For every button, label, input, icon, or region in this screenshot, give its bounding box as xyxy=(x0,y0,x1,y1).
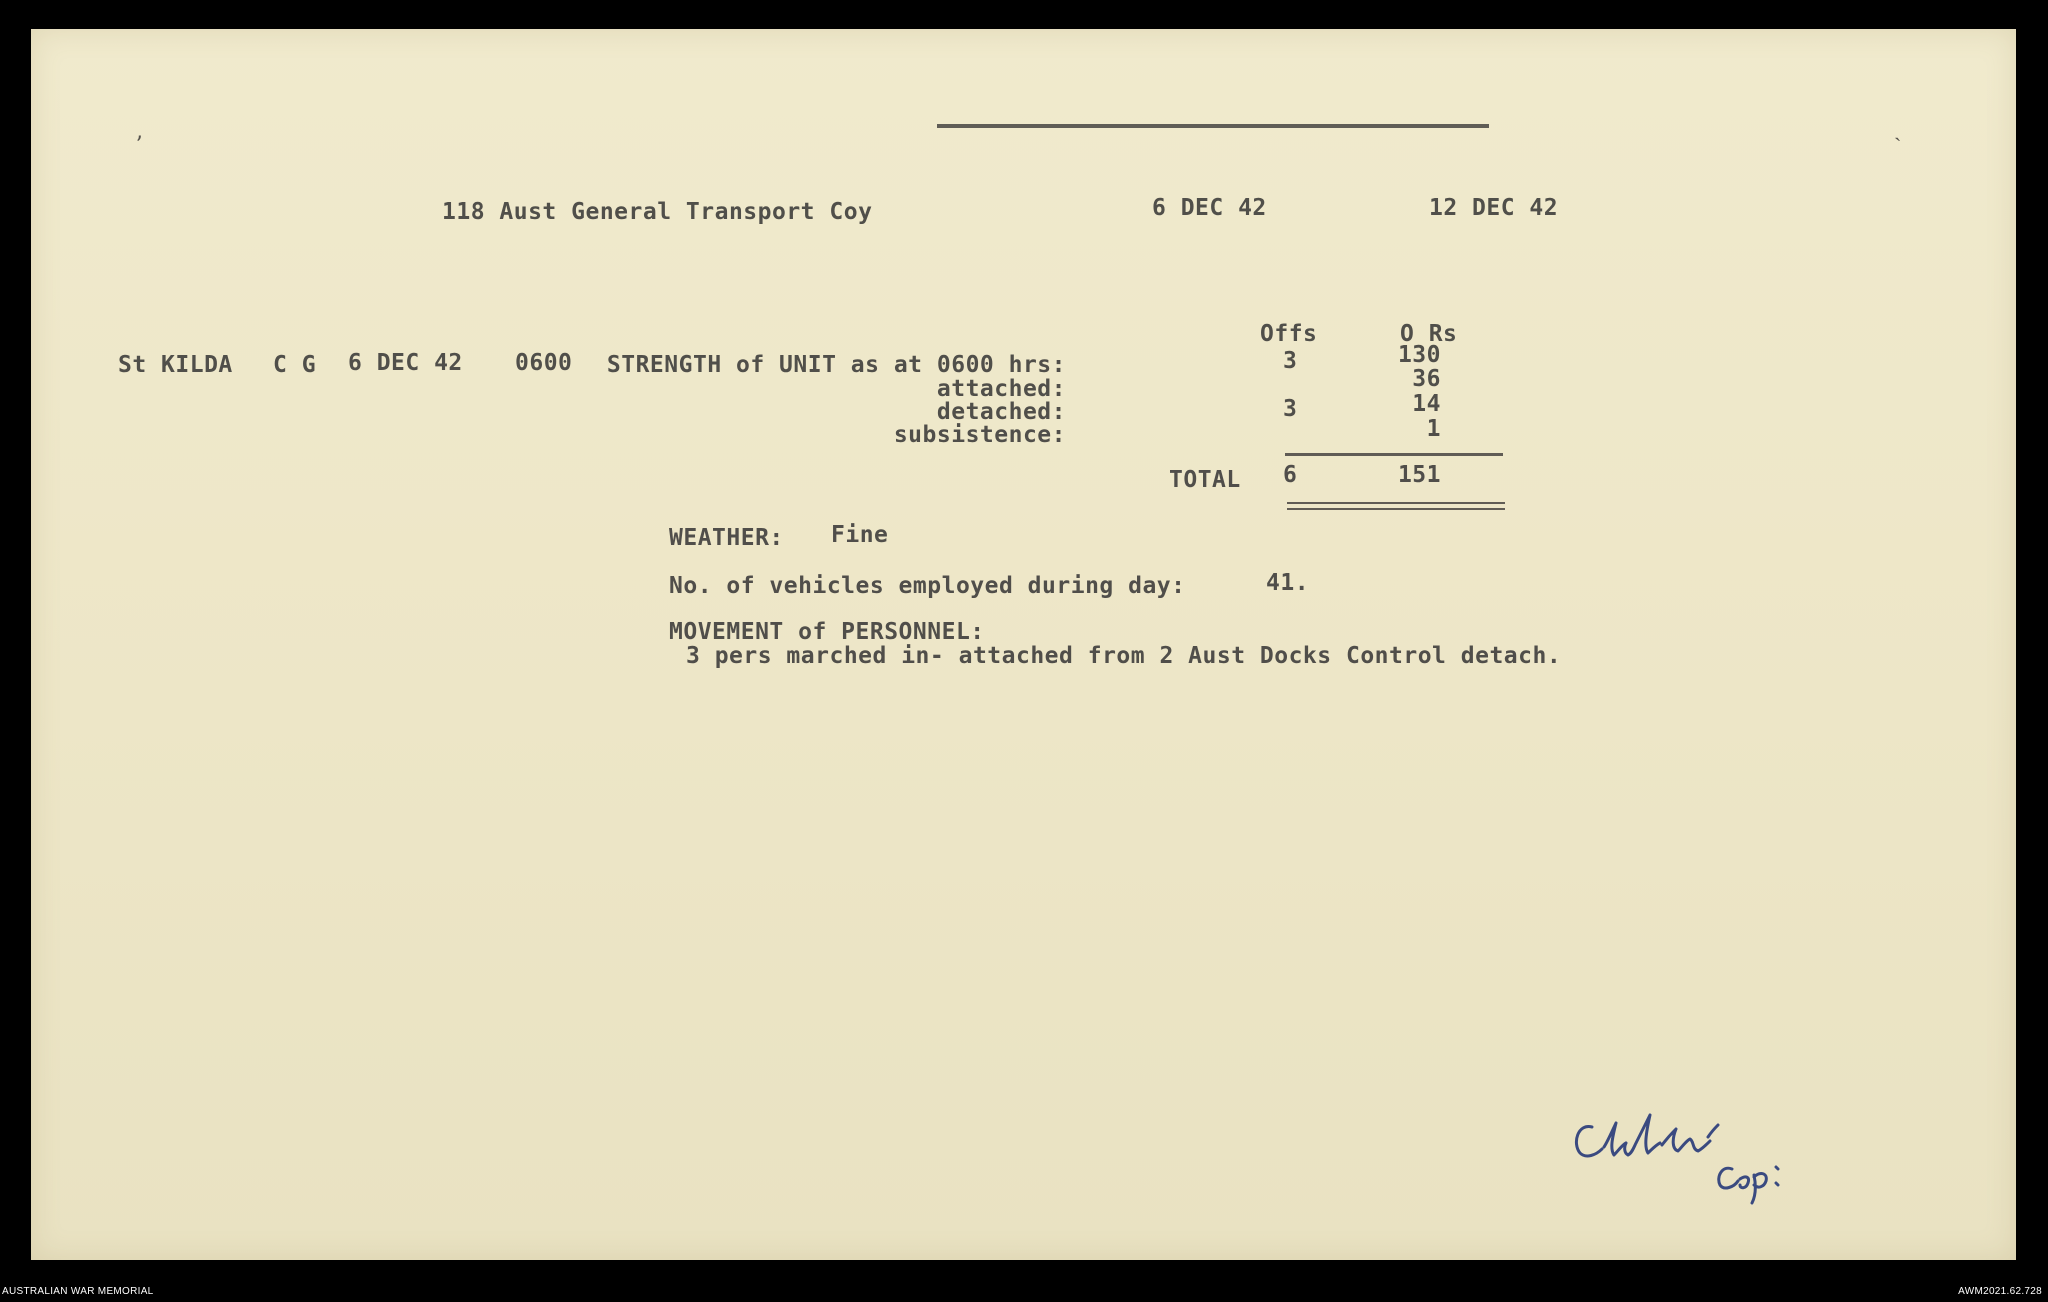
top-rule xyxy=(937,124,1489,128)
strength-row-label: detached: xyxy=(936,399,1066,425)
footer-right: AWM2021.62.728 xyxy=(1958,1286,2042,1297)
total-rule-top xyxy=(1285,453,1503,456)
weather-value: Fine xyxy=(831,522,889,548)
total-offs: 6 xyxy=(1283,462,1298,488)
total-rule-bottom-2 xyxy=(1287,508,1505,510)
date-from: 6 DEC 42 xyxy=(1152,195,1267,221)
handwritten-signature xyxy=(1570,1105,1870,1205)
strength-row-label: subsistence: xyxy=(893,422,1066,448)
total-ors: 151 xyxy=(1397,462,1441,488)
weather-label: WEATHER: xyxy=(669,525,784,551)
entry-code: C G xyxy=(273,352,317,378)
document-sheet xyxy=(31,29,2016,1260)
strength-row-ors: 130 xyxy=(1397,342,1441,368)
movement-label: MOVEMENT of PERSONNEL: xyxy=(669,619,985,645)
entry-date: 6 DEC 42 xyxy=(348,350,463,376)
strength-row-label: STRENGTH of UNIT as at 0600 hrs: xyxy=(606,352,1066,378)
margin-mark-right: ˎ xyxy=(1894,117,1902,142)
strength-row-offs: 3 xyxy=(1283,396,1298,422)
unit-name: 118 Aust General Transport Coy xyxy=(442,199,873,225)
strength-row-ors: 1 xyxy=(1426,416,1441,442)
vehicles-value: 41. xyxy=(1266,570,1310,596)
movement-text: 3 pers marched in- attached from 2 Aust Docks Control detach. xyxy=(686,643,1562,669)
date-to: 12 DEC 42 xyxy=(1429,195,1559,221)
col-header-offs: Offs xyxy=(1260,321,1318,347)
margin-mark-left: ʼ xyxy=(135,133,142,158)
footer-left: AUSTRALIAN WAR MEMORIAL xyxy=(2,1286,154,1297)
entry-time: 0600 xyxy=(515,350,573,376)
strength-row-label: attached: xyxy=(936,376,1066,402)
strength-row-ors: 14 xyxy=(1412,391,1441,417)
entry-place: St KILDA xyxy=(118,352,233,378)
vehicles-label: No. of vehicles employed during day: xyxy=(669,573,1186,599)
total-rule-bottom-1 xyxy=(1287,502,1505,504)
total-label: TOTAL xyxy=(1169,467,1241,493)
strength-row-offs: 3 xyxy=(1283,348,1298,374)
strength-row-ors: 36 xyxy=(1412,366,1441,392)
col-header-ors: O Rs xyxy=(1400,321,1458,347)
